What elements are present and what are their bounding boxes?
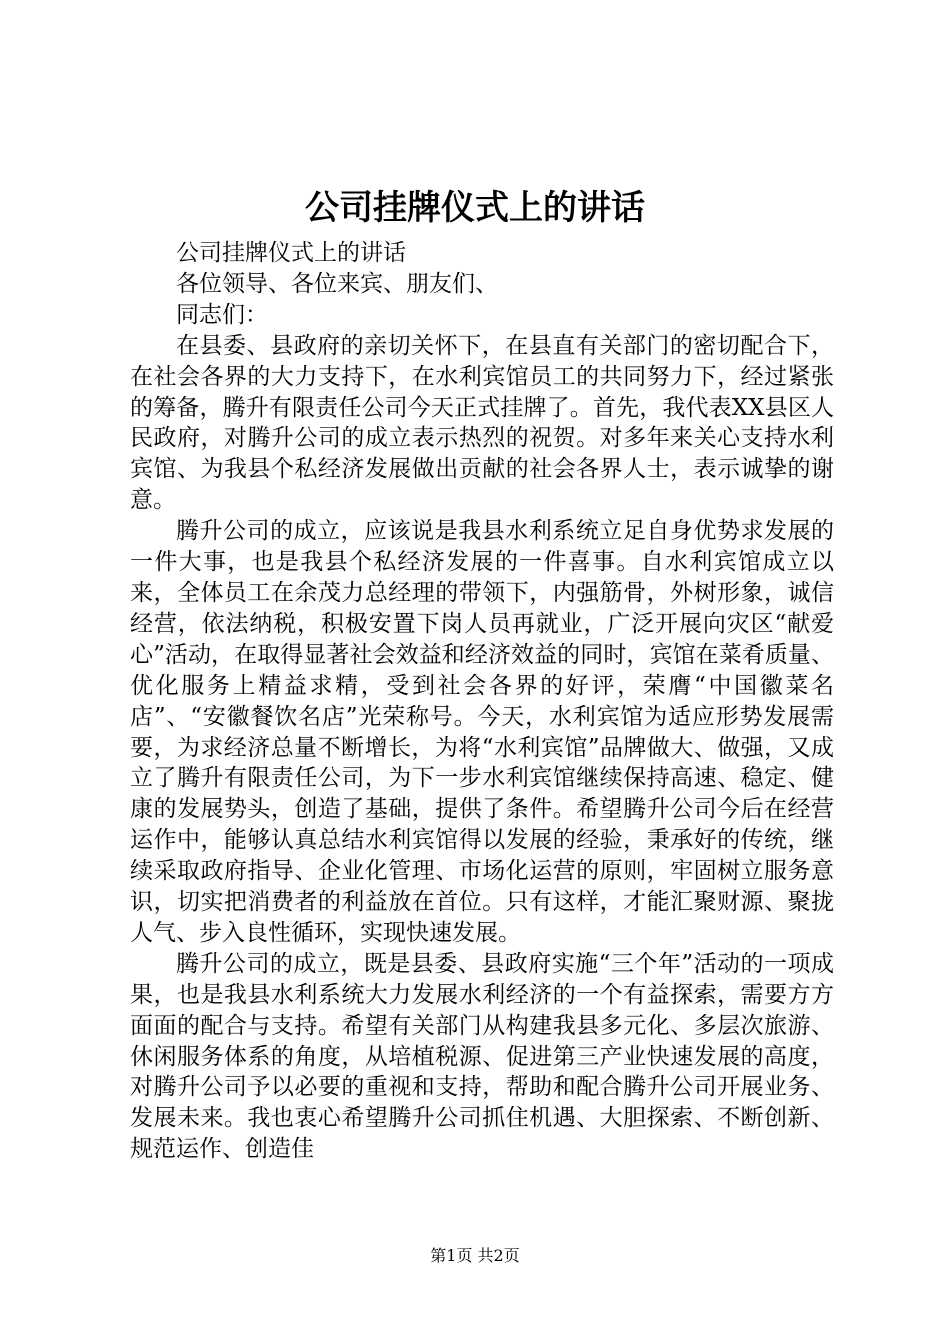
page-number: 第1页 共2页 (430, 1246, 520, 1265)
paragraph-heading: 公司挂牌仪式上的讲话 (176, 240, 406, 266)
document-body (130, 238, 834, 1165)
document-title: 公司挂牌仪式上的讲话 (305, 188, 645, 228)
paragraph-body: 腾升公司的成立，应该说是我县水利系统立足自身优势求发展的一件大事，也是我县个私经济发展的一件喜事。自水利宾馆成立以来，全体员工在余茂力总经理的带领下，内强筋骨，外树形象，诚信经营，依法纳税，积极安置下岗人员再就业，广泛开展向灾区“献爱心”活动，在取得显著社会效益和经济效益的同时，宾馆在菜肴质量、优化服务上精益求精，受到社会各界的好评，荣膺“中国徽菜名店”、“安徽餐饮名店”光荣称号。今天，水利宾馆为适应形势发展需要，为求经济总量不断增长，为将“水利宾馆”品牌做大、做强，又成立了腾升有限责任公司，为下一步水利宾馆继续保持高速、稳定、健康的发展势头，创造了基础，提供了条件。希望腾升公司今后在经营运作中，能够认真总结水利宾馆得以发展的经验，秉承好的传统，继续采取政府指导、企业化管理、市场化运营的原则，牢固树立服务意识，切实把消费者的利益放在首位。只有这样，才能汇聚财源、聚拢人气、步入良性循环，实现快速发展。 (130, 518, 834, 946)
paragraph-salutation-2: 同志们： (176, 301, 268, 328)
paragraph-salutation: 各位领导、各位来宾、朋友们、 (176, 270, 498, 297)
paragraph-body: 在县委、县政府的亲切关怀下，在县直有关部门的密切配合下，在社会各界的大力支持下，在水利宾馆员工的共同努力下，经过紧张的筹备，腾升有限责任公司今天正式挂牌了。首先，我代表XX县区人民政府，对腾升公司的成立表示热烈的祝贺。对多年来关心支持水利宾馆、为我县个私经济发展做出贡献的社会各界人士，表示诚挚的谢意。 (130, 332, 834, 514)
paragraph-body: 腾升公司的成立，既是县委、县政府实施“三个年”活动的一项成果，也是我县水利系统大力发展水利经济的一个有益探索，需要方方面面的配合与支持。希望有关部门从构建我县多元化、多层次旅游、休闲服务体系的角度，从培植税源、促进第三产业快速发展的高度，对腾升公司予以必要的重视和支持，帮助和配合腾升公司开展业务、发展未来。我也衷心希望腾升公司抓住机遇、大胆探索、不断创新、规范运作、创造佳 (130, 950, 834, 1163)
